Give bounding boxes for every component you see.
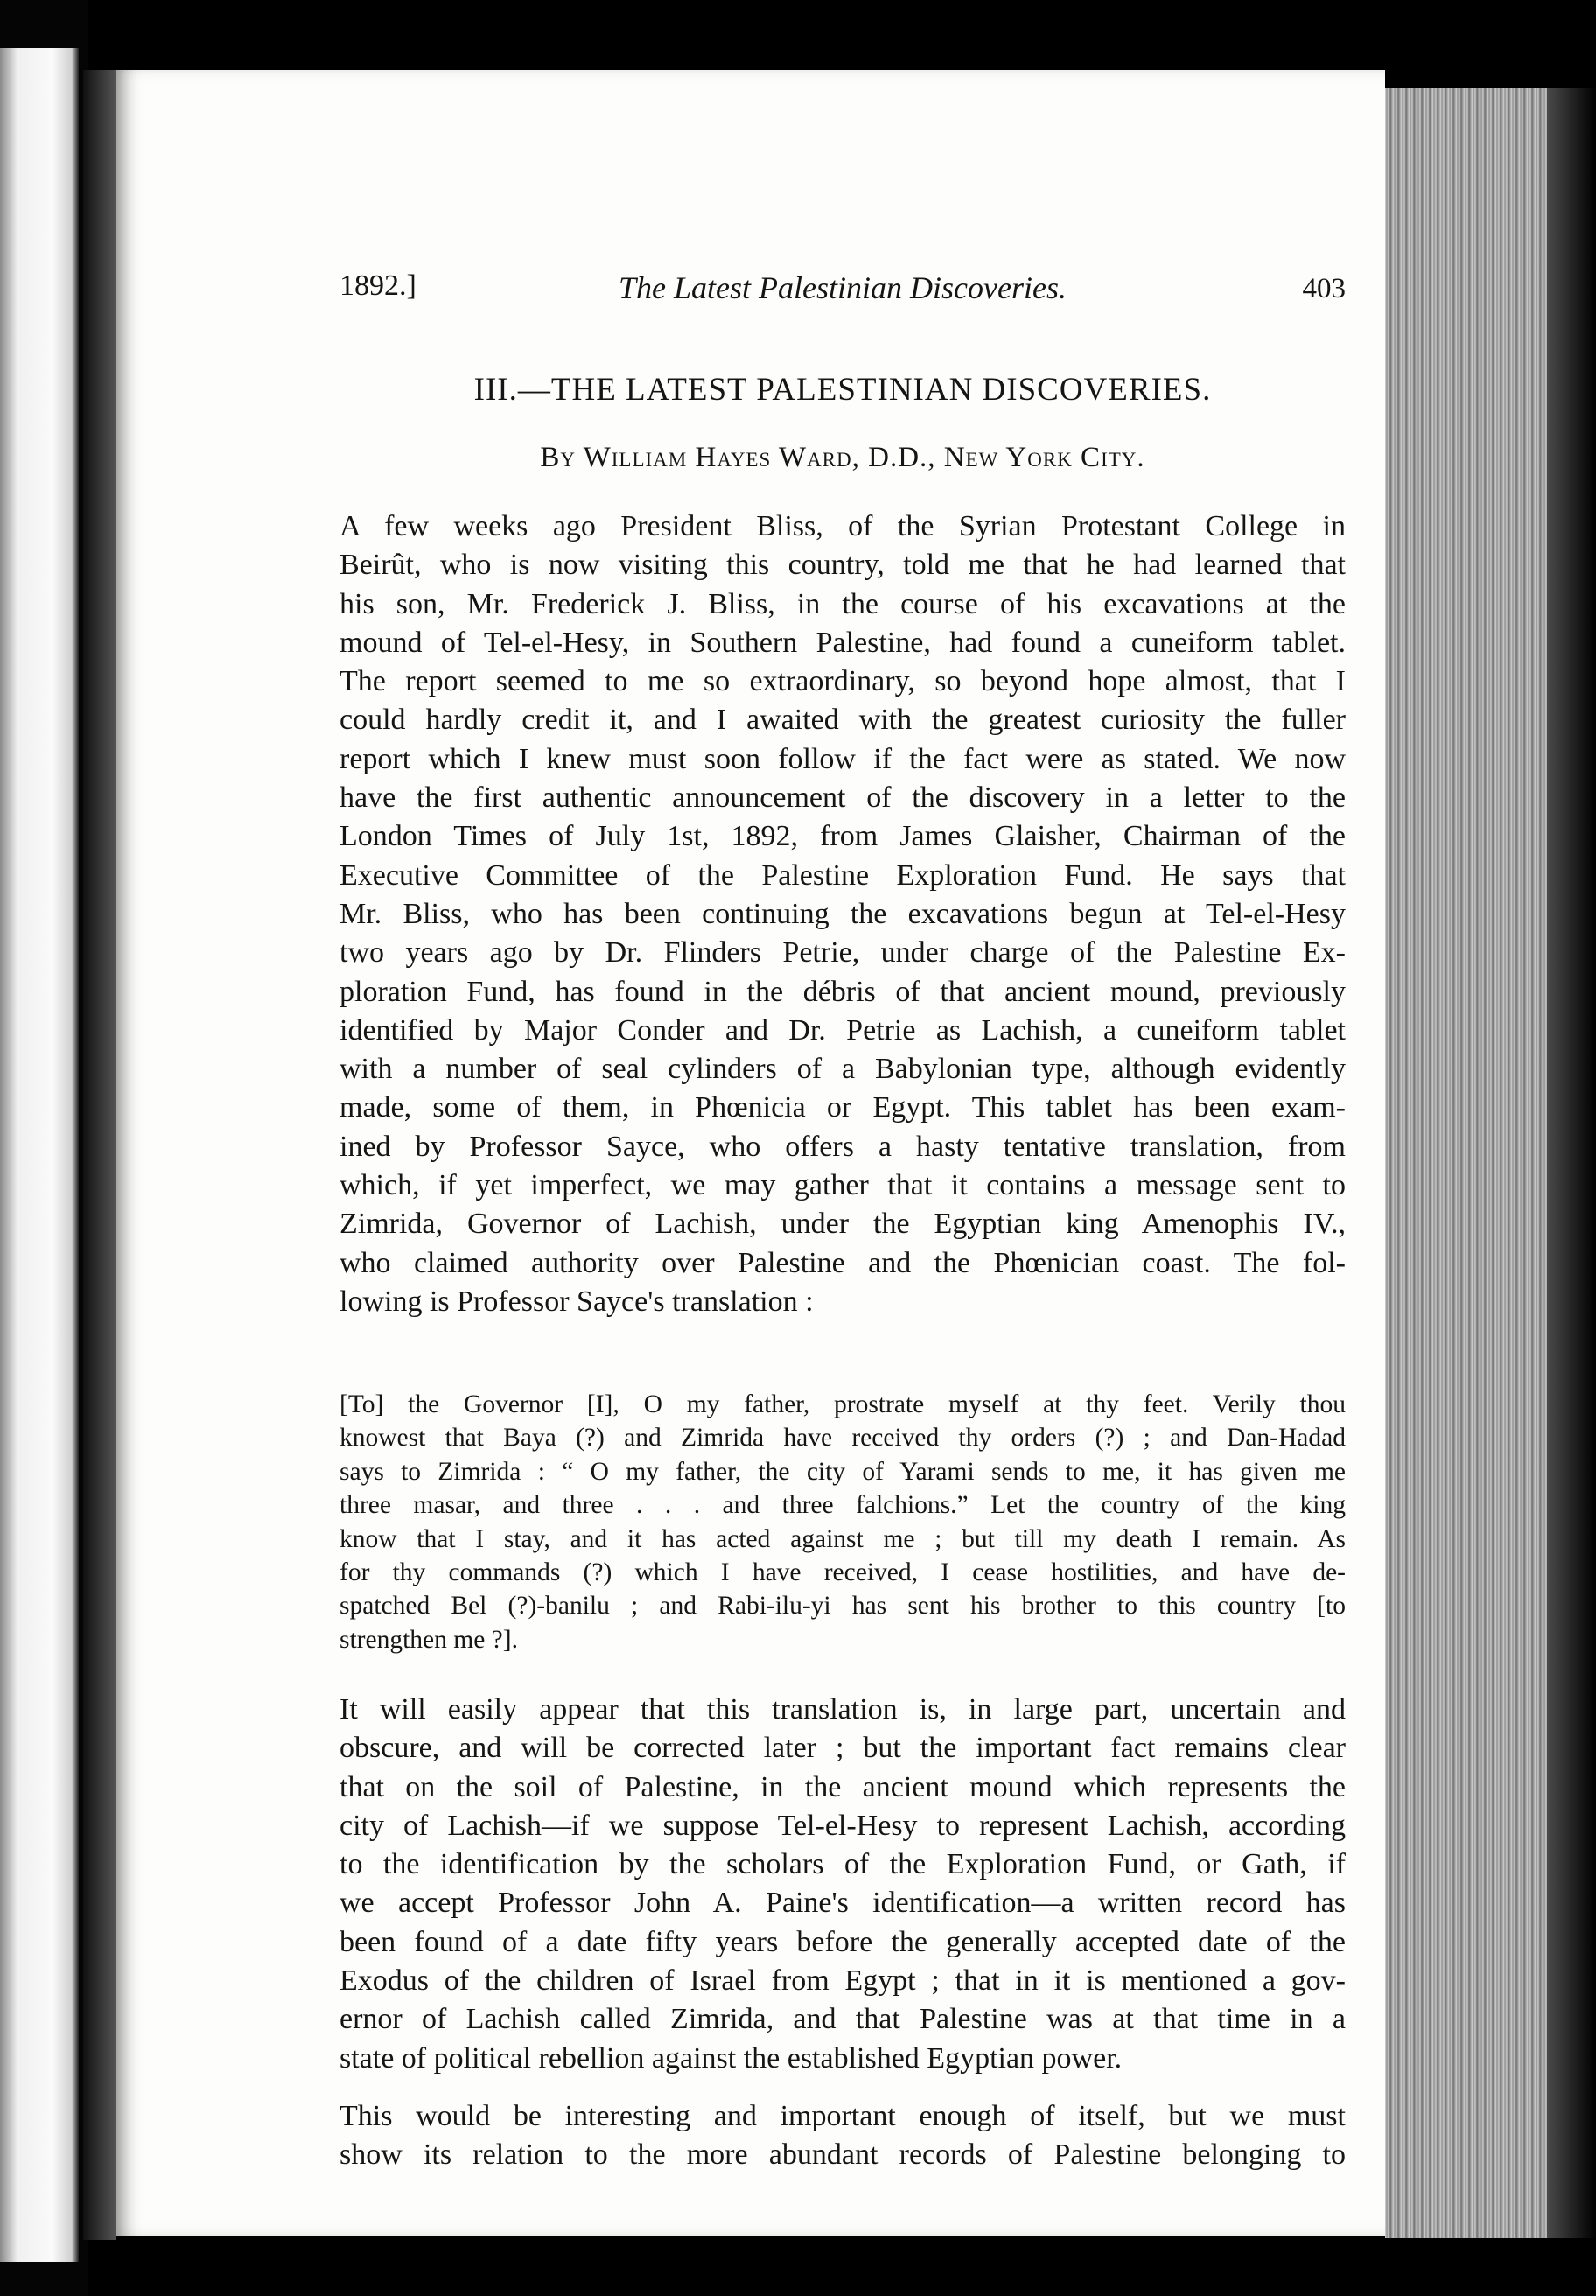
text-line: lowing is Professor Sayce's translation : bbox=[340, 1284, 814, 1318]
text-line: we accept Professor John A. Paine's identification—a written record has bbox=[340, 1886, 1346, 1920]
text-line: that on the soil of Palestine, in the ancient mound which represents the bbox=[340, 1770, 1346, 1803]
text-line: obscure, and will be corrected later ; but the important fact remains clear bbox=[340, 1732, 1346, 1765]
quote-line: knowest that Baya (?) and Zimrida have received thy orders (?) ; and Dan-Hadad bbox=[340, 1424, 1346, 1452]
article-byline: By William Hayes Ward, D.D., New York City. bbox=[540, 442, 1145, 473]
text-line: which, if yet imperfect, we may gather that it contains a message sent to bbox=[340, 1169, 1346, 1202]
text-line: show its relation to the more abundant records of Palestine belonging to bbox=[340, 2138, 1346, 2172]
quote-line: three masar, and three . . . and three falchions.” Let the country of the king bbox=[340, 1491, 1346, 1520]
text-line: who claimed authority over Palestine and the Phœnician coast. The fol- bbox=[340, 1246, 1346, 1279]
text-line: ernor of Lachish called Zimrida, and that Palestine was at that time in a bbox=[340, 2003, 1346, 2036]
quote-line: says to Zimrida : “ O my father, the city of Yarami sends to me, it has given me bbox=[340, 1457, 1346, 1486]
text-line: It will easily appear that this translation is, in large part, uncertain and bbox=[340, 1693, 1346, 1726]
quote-line: strengthen me ?]. bbox=[340, 1625, 518, 1654]
text-line: Mr. Bliss, who has been continuing the excavations begun at Tel-el-Hesy bbox=[340, 897, 1346, 930]
text-line: Exodus of the children of Israel from Egypt ; that in it is mentioned a gov- bbox=[340, 1964, 1346, 1998]
running-head-year: 1892.] bbox=[340, 270, 416, 302]
text-line: A few weeks ago President Bliss, of the Syrian Protestant College in bbox=[340, 510, 1346, 542]
running-head bbox=[340, 270, 1346, 313]
text-line: have the first authentic announcement of the discovery in a letter to the bbox=[340, 781, 1346, 815]
text-line: Zimrida, Governor of Lachish, under the Egyptian king Amenophis IV., bbox=[340, 1208, 1346, 1241]
text-line: with a number of seal cylinders of a Babylonian type, although evidently bbox=[340, 1053, 1346, 1086]
book-page bbox=[116, 70, 1385, 2236]
text-line: ined by Professor Sayce, who offers a hasty tentative translation, from bbox=[340, 1130, 1346, 1163]
text-line: to the identification by the scholars of the Exploration Fund, or Gath, if bbox=[340, 1848, 1346, 1881]
facing-page-edge bbox=[0, 48, 79, 2262]
quote-line: spatched Bel (?)-banilu ; and Rabi-ilu-yi has sent his brother to this country [to bbox=[340, 1592, 1346, 1620]
text-line: two years ago by Dr. Flinders Petrie, under charge of the Palestine Ex- bbox=[340, 936, 1346, 970]
quote-line: [To] the Governor [I], O my father, prostrate myself at thy feet. Verily thou bbox=[340, 1390, 1346, 1418]
page-stack-edges bbox=[1385, 88, 1547, 2238]
text-line: been found of a date fifty years before the generally accepted date of the bbox=[340, 1925, 1346, 1958]
scan-background-right bbox=[1547, 88, 1596, 2238]
quote-line: know that I stay, and it has acted against me ; but till my death I remain. As bbox=[340, 1524, 1346, 1553]
quote-line: for thy commands (?) which I have received, I cease hostilities, and have de- bbox=[340, 1558, 1346, 1586]
text-line: Executive Committee of the Palestine Exploration Fund. He says that bbox=[340, 858, 1346, 892]
text-line: Beirût, who is now visiting this country, told me that he had learned that bbox=[340, 549, 1346, 582]
running-head-title: The Latest Palestinian Discoveries. bbox=[619, 270, 1067, 305]
paragraph-3 bbox=[340, 2097, 1346, 2175]
text-line: city of Lachish—if we suppose Tel-el-Hesy to represent Lachish, according bbox=[340, 1809, 1346, 1842]
text-line: ploration Fund, has found in the débris of that ancient mound, previously bbox=[340, 975, 1346, 1008]
text-line: The report seemed to me so extraordinary, so beyond hope almost, that I bbox=[340, 665, 1346, 698]
book-gutter bbox=[83, 70, 116, 2240]
paragraph-2 bbox=[340, 1690, 1346, 2078]
text-line: his son, Mr. Frederick J. Bliss, in the course of his excavations at the bbox=[340, 587, 1346, 620]
text-line: report which I knew must soon follow if the fact were as stated. We now bbox=[340, 742, 1346, 775]
quoted-translation bbox=[340, 1388, 1346, 1656]
paragraph-1 bbox=[340, 508, 1346, 1321]
article-title: III.—THE LATEST PALESTINIAN DISCOVERIES. bbox=[473, 372, 1212, 408]
text-line: state of political rebellion against the established Egyptian power. bbox=[340, 2041, 1123, 2075]
text-line: mound of Tel-el-Hesy, in Southern Palestine, had found a cuneiform tablet. bbox=[340, 626, 1346, 659]
text-line: made, some of them, in Phœnicia or Egypt. This tablet has been exam- bbox=[340, 1091, 1346, 1124]
text-line: could hardly credit it, and I awaited with the greatest curiosity the fuller bbox=[340, 704, 1346, 737]
text-line: This would be interesting and important enough of itself, but we must bbox=[340, 2100, 1346, 2132]
text-line: London Times of July 1st, 1892, from James Glaisher, Chairman of the bbox=[340, 820, 1346, 853]
text-line: identified by Major Conder and Dr. Petrie as Lachish, a cuneiform tablet bbox=[340, 1013, 1346, 1046]
page-number: 403 bbox=[1302, 273, 1346, 304]
